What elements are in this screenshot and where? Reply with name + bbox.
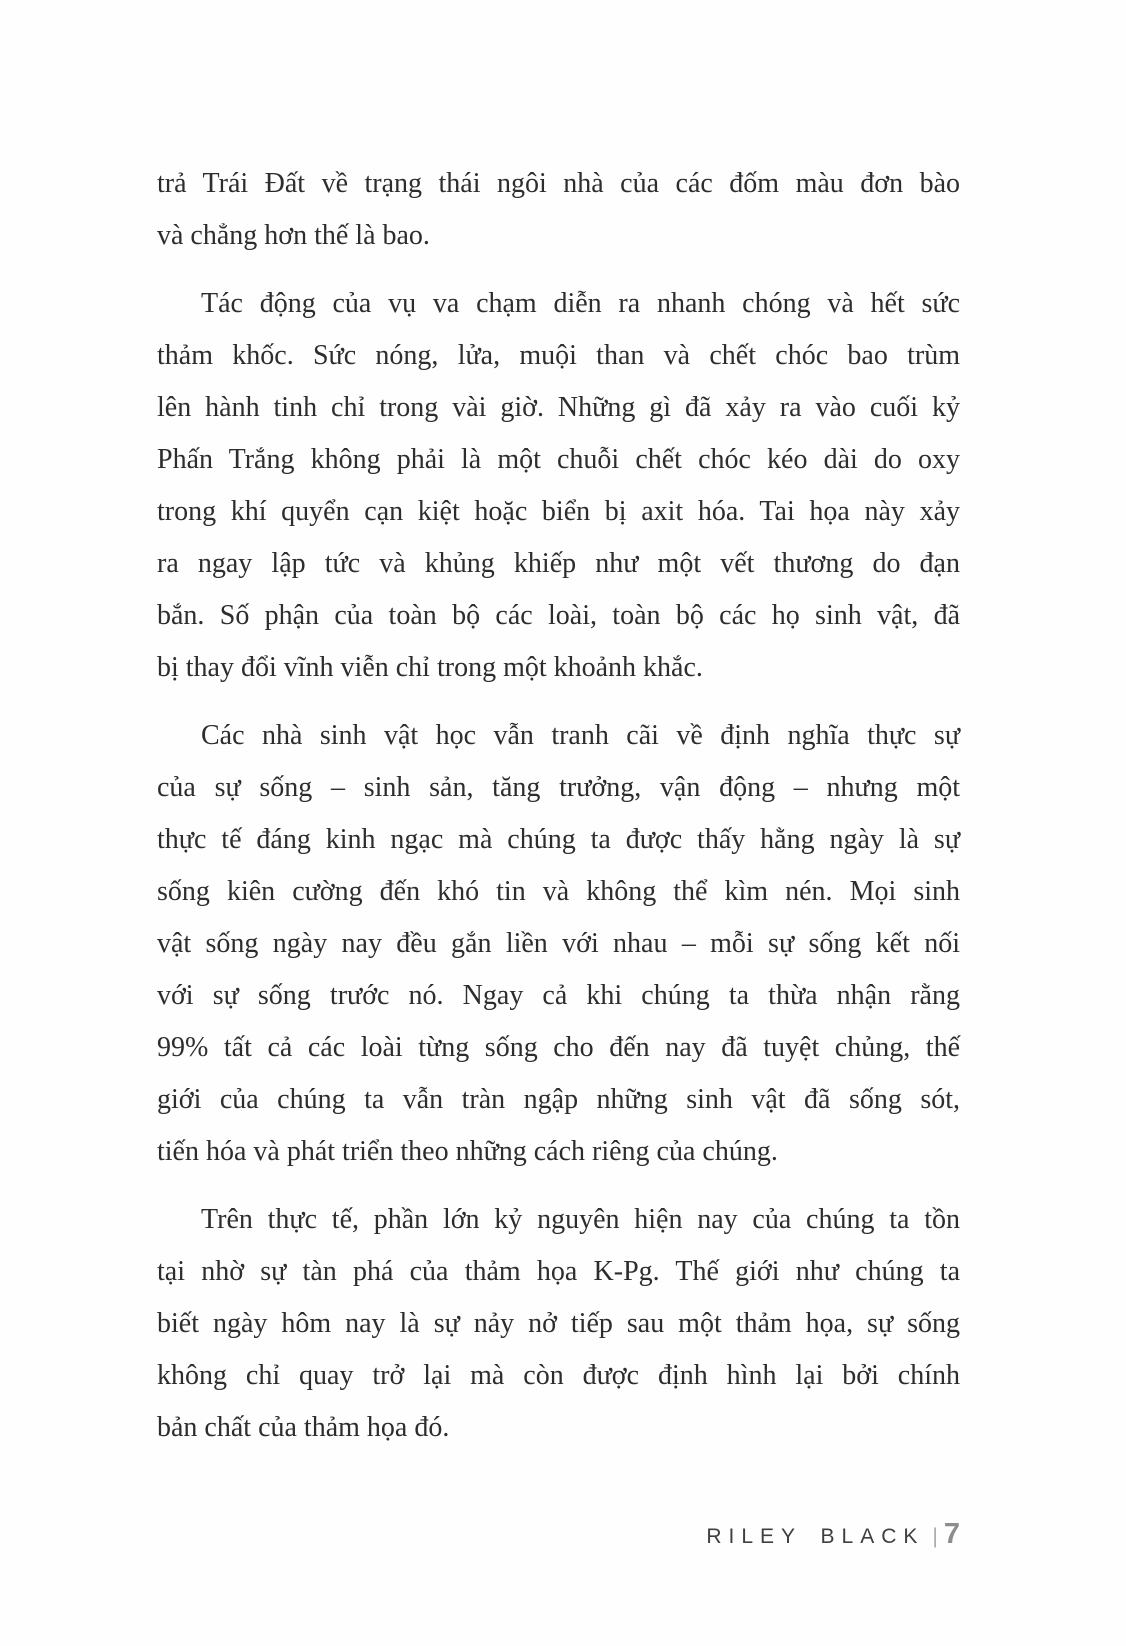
body-text (157, 158, 960, 1454)
page-footer (706, 1518, 960, 1551)
text-line: và chẳng hơn thế là bao. (157, 220, 430, 251)
text-line: tiến hóa và phát triển theo những cách riêng của chúng. (157, 1136, 778, 1167)
text-line: Tác động của vụ va chạm diễn ra nhanh chóng và hết sức (201, 288, 960, 319)
text-line: Trên thực tế, phần lớn kỷ nguyên hiện nay của chúng ta tồn (201, 1204, 960, 1235)
text-line: không chỉ quay trở lại mà còn được định hình lại bởi chính (157, 1360, 960, 1391)
text-line: của sự sống – sinh sản, tăng trưởng, vận động – nhưng một (157, 772, 960, 803)
text-line: bị thay đổi vĩnh viễn chỉ trong một khoảnh khắc. (157, 652, 703, 683)
text-line: thực tế đáng kinh ngạc mà chúng ta được thấy hằng ngày là sự (157, 824, 960, 855)
text-line: Phấn Trắng không phải là một chuỗi chết chóc kéo dài do oxy (157, 444, 960, 475)
footer-page-number: 7 (943, 1518, 960, 1550)
text-line: tại nhờ sự tàn phá của thảm họa K-Pg. Thế giới như chúng ta (157, 1256, 960, 1287)
text-line: lên hành tinh chỉ trong vài giờ. Những gì đã xảy ra vào cuối kỷ (157, 392, 960, 423)
text-line: thảm khốc. Sức nóng, lửa, muội than và chết chóc bao trùm (157, 340, 960, 371)
text-line: trả Trái Đất về trạng thái ngôi nhà của các đốm màu đơn bào (157, 168, 960, 199)
text-line: Các nhà sinh vật học vẫn tranh cãi về định nghĩa thực sự (201, 720, 960, 751)
text-line: 99% tất cả các loài từng sống cho đến nay đã tuyệt chủng, thế (157, 1032, 960, 1063)
text-line: ra ngay lập tức và khủng khiếp như một vết thương do đạn (157, 548, 960, 579)
text-line: bắn. Số phận của toàn bộ các loài, toàn bộ các họ sinh vật, đã (157, 600, 960, 631)
footer-separator: | (932, 1525, 938, 1548)
text-line: với sự sống trước nó. Ngay cả khi chúng ta thừa nhận rằng (157, 980, 960, 1011)
paragraph (157, 278, 960, 694)
text-line: giới của chúng ta vẫn tràn ngập những sinh vật đã sống sót, (157, 1084, 960, 1115)
text-line: sống kiên cường đến khó tin và không thể kìm nén. Mọi sinh (157, 876, 960, 907)
text-line: trong khí quyển cạn kiệt hoặc biển bị axit hóa. Tai họa này xảy (157, 496, 960, 527)
footer-author-name: RILEY BLACK (706, 1525, 925, 1548)
paragraph (157, 1194, 960, 1454)
text-line: biết ngày hôm nay là sự nảy nở tiếp sau một thảm họa, sự sống (157, 1308, 960, 1339)
paragraph (157, 710, 960, 1178)
text-line: bản chất của thảm họa đó. (157, 1412, 450, 1443)
paragraph (157, 158, 960, 262)
text-line: vật sống ngày nay đều gắn liền với nhau – mỗi sự sống kết nối (157, 928, 960, 959)
